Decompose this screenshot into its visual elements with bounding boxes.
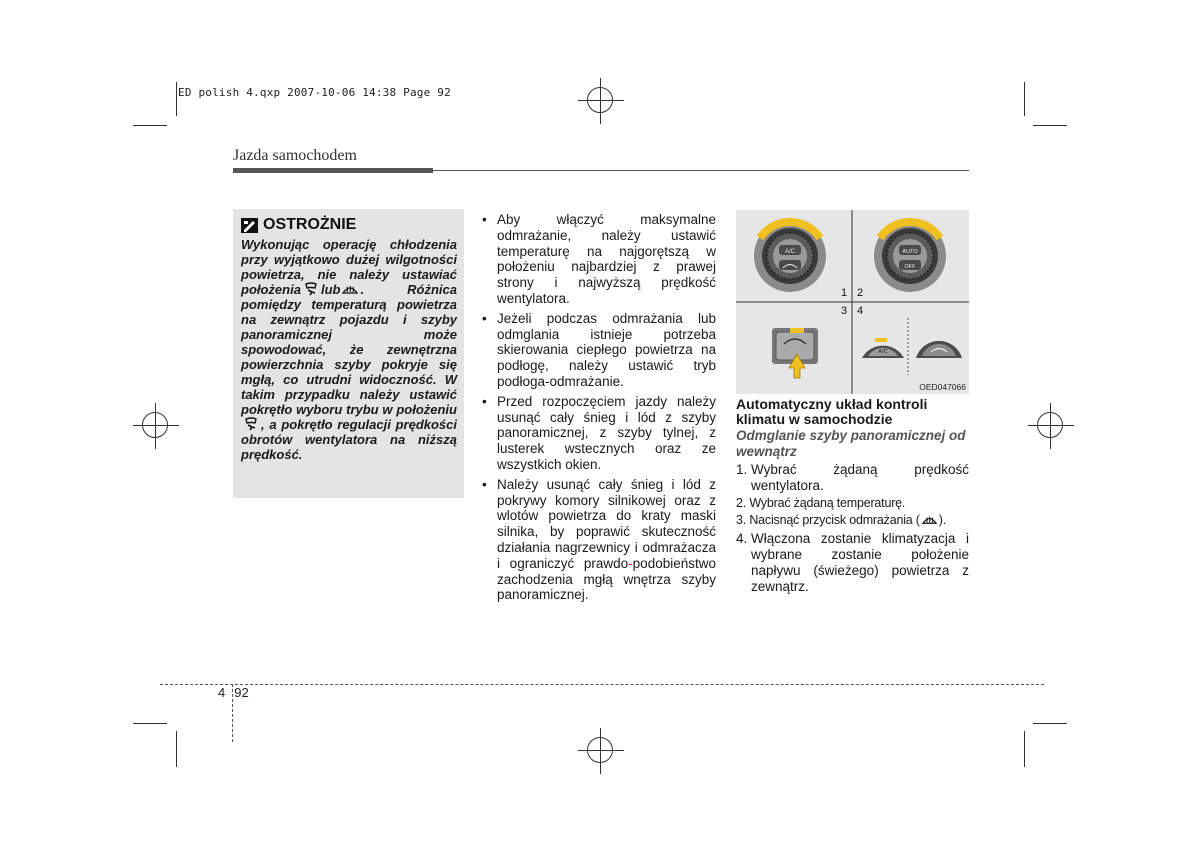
bullet-item — [482, 477, 716, 603]
step-number: 4. — [736, 531, 748, 547]
crop-mark — [176, 82, 177, 116]
crop-mark — [176, 731, 177, 767]
step-item — [736, 531, 969, 594]
section-subheading: Odmglanie szyby panoramicznej od wewnątrz — [736, 428, 966, 459]
bullet-item: • Przed rozpoczęciem jazdy należy usunąć cały śnieg i lód z szyby panoramicznej, z szyby tylnej, z lusterek wstecznych oraz ze wszystkich okien. — [482, 394, 716, 473]
step-number: 2. — [736, 495, 747, 510]
right-column — [736, 397, 969, 596]
crop-mark — [1033, 723, 1067, 724]
page-number-value: 92 — [234, 685, 249, 700]
defrost-icon — [922, 513, 937, 526]
footer-dashed-rule — [160, 684, 1044, 685]
fan-speed-knob — [754, 220, 826, 292]
caution-box — [233, 209, 464, 498]
windshield-floor-mode-icon — [243, 417, 259, 431]
step-text: Nacisnąć przycisk odmrażania ( — [749, 513, 920, 528]
defrost-button — [772, 328, 818, 378]
step-item — [736, 496, 969, 512]
section-title: Jazda samochodem — [233, 147, 357, 164]
bullet-text: Należy usunąć cały śnieg i lód z pokrywy komory silnikowej oraz z wlotów powietrza do kraty maski silnika, by poprawić skuteczność działania nagrzewnicy i odmrażacza i ograniczyć prawdo — [497, 476, 716, 571]
defrost-icon — [342, 282, 358, 296]
bullet-item: • Aby włączyć maksymalne odmrażanie, należy ustawić temperaturę na najgorętszą w położeniu najbardziej z prawej strony i najwyższą prędkość wentylatora. — [482, 212, 716, 307]
section-heading: Automatyczny układ kontroli klimatu w samochodzie — [736, 396, 928, 427]
crop-mark — [1024, 82, 1025, 116]
knob-auto-label: AUTO — [902, 249, 918, 255]
crop-mark — [1024, 731, 1025, 767]
header-rule-thin — [433, 170, 969, 171]
defrost-half-button — [916, 341, 962, 358]
ac-half-button — [862, 338, 904, 358]
figure-code: OED047066 — [919, 382, 966, 392]
knob-ac-label: A/C — [784, 249, 796, 255]
step-item — [736, 513, 969, 529]
figure-callout-4: 4 — [857, 305, 864, 317]
climate-control-illustration — [736, 210, 969, 394]
button-ac-label: A/C — [878, 349, 888, 355]
header-rule-thick — [233, 168, 433, 173]
caution-text-part: lub — [320, 282, 341, 297]
caution-text — [241, 237, 457, 462]
caution-text-part: , a pokrętło regulacji prędkości obrotów wentylatora na niższą prędkość. — [241, 417, 457, 462]
caution-title: OSTROŻNIE — [263, 216, 357, 233]
crop-mark — [133, 723, 167, 724]
step-number: 3. — [736, 513, 747, 528]
temperature-knob — [874, 220, 946, 292]
middle-column — [482, 212, 716, 607]
bullet-item: • Jeżeli podczas odmrażania lub odmglania istnieje potrzeba skierowania ciepłego powietrza na podłogę, należy ustawić tryb podłoga-odmrażanie. — [482, 311, 716, 390]
caution-text-part: . Różnica pomiędzy temperaturą powietrza na zewnątrz pojazdu i szyby panoramicznej może spowodować, że zewnętrzna powierzchnia szyby pokryje się mgłą, co utrudni widoczność. W takim przypadku należy ustawić pokrętło wyboru trybu w położeniu — [241, 282, 457, 417]
registration-mark-bottom — [587, 737, 613, 763]
caution-heading — [241, 216, 457, 234]
knob-off-label: OFF — [904, 264, 916, 270]
crop-mark — [133, 125, 167, 126]
step-text: Wybrać żądaną temperaturę. — [749, 495, 906, 510]
caution-icon — [241, 218, 258, 233]
registration-mark-left — [142, 412, 168, 438]
step-text: Włączona zostanie klimatyzacja i wybrane zostanie położenie napływu (świeżego) powietrza z zewnątrz. — [751, 531, 969, 594]
step-text: ). — [938, 513, 947, 528]
figure-callout-2: 2 — [857, 287, 864, 299]
windshield-floor-mode-icon — [303, 282, 319, 296]
page-number — [218, 685, 249, 700]
caution-text-part: Wykonując operację chłodzenia przy wyjątkowo dużej wilgotności powietrza, nie należy ustawiać położenia — [241, 237, 457, 297]
figure-callout-3: 3 — [841, 305, 848, 317]
climate-panel-drawing — [736, 210, 969, 394]
figure-callout-1: 1 — [841, 287, 848, 299]
crop-mark — [1033, 125, 1067, 126]
chapter-number: 4 — [218, 685, 226, 700]
bullet-text: podobieństwo zachodzenia mgłą wnętrza szyby panoramicznej. — [497, 555, 716, 603]
step-text: Wybrać żądaną prędkość wentylatora. — [751, 462, 969, 493]
registration-mark-top — [587, 87, 613, 113]
registration-mark-right — [1037, 412, 1063, 438]
print-slug: ED polish 4.qxp 2007-10-06 14:38 Page 92 — [178, 86, 451, 99]
step-number: 1. — [736, 462, 748, 477]
hyphen-mark: - — [628, 555, 633, 571]
step-item — [736, 462, 969, 494]
